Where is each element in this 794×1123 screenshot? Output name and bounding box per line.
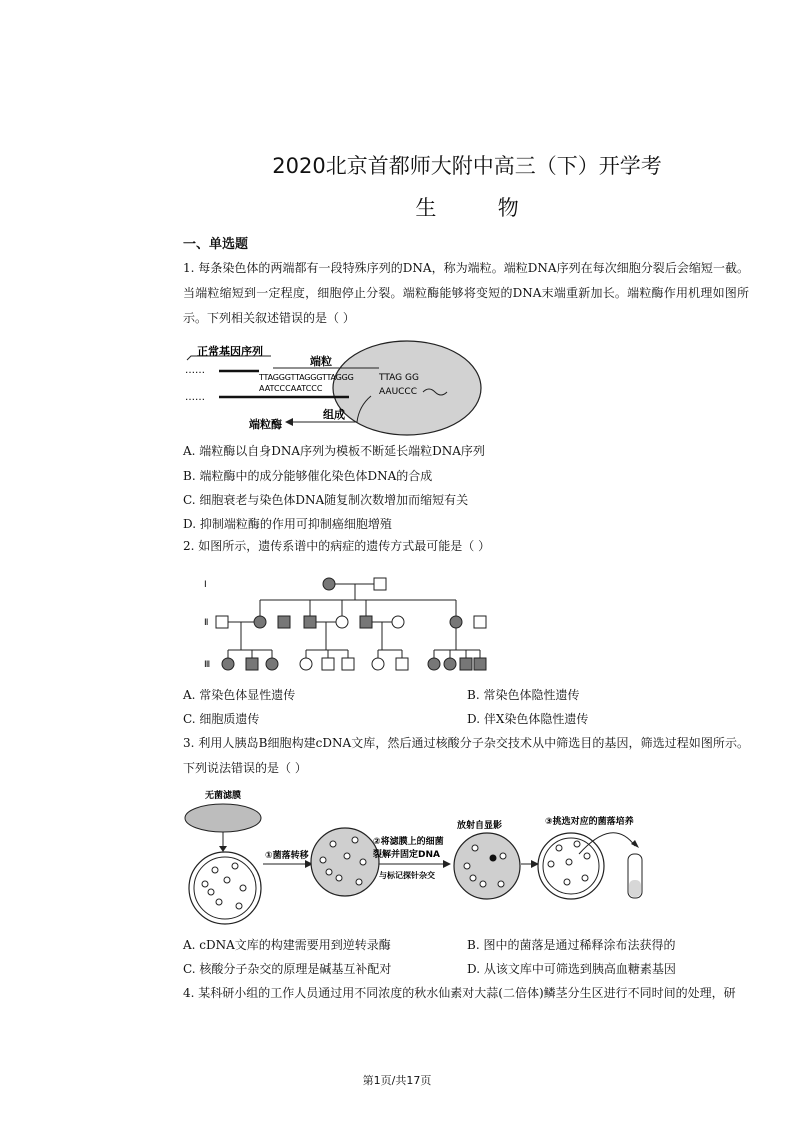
gene-seq-label: 正常基因序列 — [197, 345, 263, 358]
q2-option-b: B. 常染色体隐性遗传 — [467, 688, 580, 702]
seq-bottom: AATCCCAATCCC — [259, 384, 323, 393]
plate-4 — [538, 833, 604, 899]
plate-1 — [189, 852, 261, 924]
signal-dot — [490, 855, 497, 862]
q2-option-d: D. 伴X染色体隐性遗传 — [467, 712, 589, 726]
step2-line1: ②将滤膜上的细菌 — [373, 837, 444, 847]
q1-option-b: B. 端粒酶中的成分能够催化染色体DNA的合成 — [183, 469, 433, 483]
subject-char-2: 物 — [497, 196, 519, 220]
membrane-ellipse — [185, 804, 261, 832]
dots-bottom: …… — [185, 392, 205, 403]
membrane-label: 无菌滤膜 — [205, 791, 242, 801]
compose-arrowhead — [285, 418, 293, 426]
step2-line2: 裂解并固定DNA — [373, 850, 440, 860]
subject-char-1: 生 — [415, 196, 437, 220]
step1-label: ①菌落转移 — [265, 851, 309, 861]
gen-label-3: Ⅲ — [204, 660, 211, 670]
q3-stem: 3. 利用人胰岛B细胞构建cDNA文库，然后通过核酸分子杂交技术从中筛选目的基因，筛选过程如图所示。下列说法错误的是（ ） — [183, 736, 749, 775]
page-title: 2020北京首都师大附中高三（下）开学考 — [272, 154, 662, 178]
q3-option-c: C. 核酸分子杂交的原理是碱基互补配对 — [183, 962, 392, 976]
q1-option-a: A. 端粒酶以自身DNA序列为模板不断延长端粒DNA序列 — [183, 444, 485, 458]
gen-label-2: Ⅱ — [204, 618, 209, 628]
step2-line3: 与标记探针杂交 — [379, 871, 435, 880]
q3-option-d: D. 从该文库中可筛选到胰高血糖素基因 — [467, 962, 676, 976]
telomere-figure — [183, 338, 483, 436]
page-footer: 第1页/共17页 — [362, 1074, 432, 1087]
dots-top: …… — [185, 365, 205, 376]
pedigree-symbols — [216, 578, 486, 670]
q2-option-c: C. 细胞质遗传 — [183, 712, 260, 726]
autorad-label: 放射自显影 — [457, 821, 503, 831]
subject-title — [0, 192, 794, 222]
q2-stem: 2. 如图所示，遗传系谱中的病症的遗传方式最可能是（ ） — [183, 539, 491, 553]
telomere-label: 端粒 — [310, 355, 332, 368]
q3-option-b: B. 图中的菌落是通过稀释涂布法获得的 — [467, 938, 676, 952]
seq-top: TTAGGGTTAGGGTTAGGG — [259, 373, 354, 382]
enzyme-label: 端粒酶 — [249, 418, 282, 431]
screening-figure — [183, 786, 683, 930]
q4-stem: 4. 某科研小组的工作人员通过用不同浓度的秋水仙素对大蒜(二倍体)鳞茎分生区进行不同时间的处理，研 — [183, 986, 736, 1000]
gen-label-1: Ⅰ — [204, 580, 207, 590]
q2-option-a: A. 常染色体显性遗传 — [183, 688, 296, 702]
q3-option-a: A. cDNA文库的构建需要用到逆转录酶 — [183, 938, 391, 952]
section-heading: 一、单选题 — [183, 237, 249, 252]
step3-label: ③挑选对应的菌落培养 — [545, 817, 634, 827]
rna-top: TTAG GG — [379, 373, 419, 383]
q1-stem: 1. 每条染色体的两端都有一段特殊序列的DNA，称为端粒。端粒DNA序列在每次细胞分裂后会缩短一截。当端粒缩短到一定程度，细胞停止分裂。端粒酶能够将变短的DNA末端重新加长。端粒酶作用机理如图所示。下列相关叙述错误的是（ ） — [183, 261, 749, 325]
rna-bottom: AAUCCC — [379, 387, 418, 397]
compose-label: 组成 — [323, 408, 345, 421]
q1-option-d: D. 抑制端粒酶的作用可抑制癌细胞增殖 — [183, 517, 392, 531]
q1-option-c: C. 细胞衰老与染色体DNA随复制次数增加而缩短有关 — [183, 493, 469, 507]
pedigree-figure — [200, 572, 500, 676]
